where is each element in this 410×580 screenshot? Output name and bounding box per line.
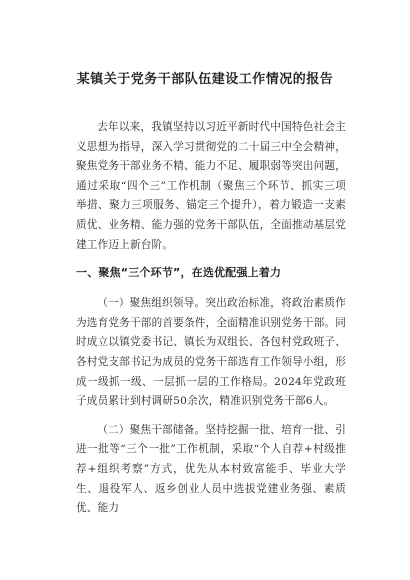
section-heading-1: 一、聚焦“三个环节”，在选优配强上着力: [76, 266, 282, 280]
section1-paragraph-2: （二）聚焦干部储备。坚持挖掘一批、培育一批、引进一批等“三个一批”工作机制，采取“个人自荐+村级推荐+组织考察”方式，优先从本村致富能手、毕业大学生、退役军人、返乡创业人员中选拔党建业务强、素质优、能力: [76, 423, 346, 515]
document-title: 某镇关于党务干部队伍建设工作情况的报告: [76, 72, 334, 87]
section1-paragraph-1: （一）聚焦组织领导。突出政治标准，将政治素质作为选育党务干部的首要条件，全面精准识别党务干部。同时成立以镇党委书记、镇长为双组长、各包村党政班子、各村党支部书记为成员的党务干部选育工作领导小组，形成一级抓一级、一层抓一层的工作格局。2024年党政班子成员累计到村调研50余次，精准识别党务干部6人。: [76, 297, 346, 408]
intro-paragraph: 去年以来，我镇坚持以习近平新时代中国特色社会主义思想为指导，深入学习贯彻党的二十届三中全会精神，聚焦党务干部业务不精、能力不足、履职弱等突出问题，通过采取“四个三”工作机制（聚焦三个环节、抓实三项举措、聚力三项服务、锚定三个提升），着力锻造一支素质优、业务精、能力强的党务干部队伍，全面推动基层党建工作迈上新台阶。: [76, 121, 346, 251]
document-body: [76, 118, 346, 528]
